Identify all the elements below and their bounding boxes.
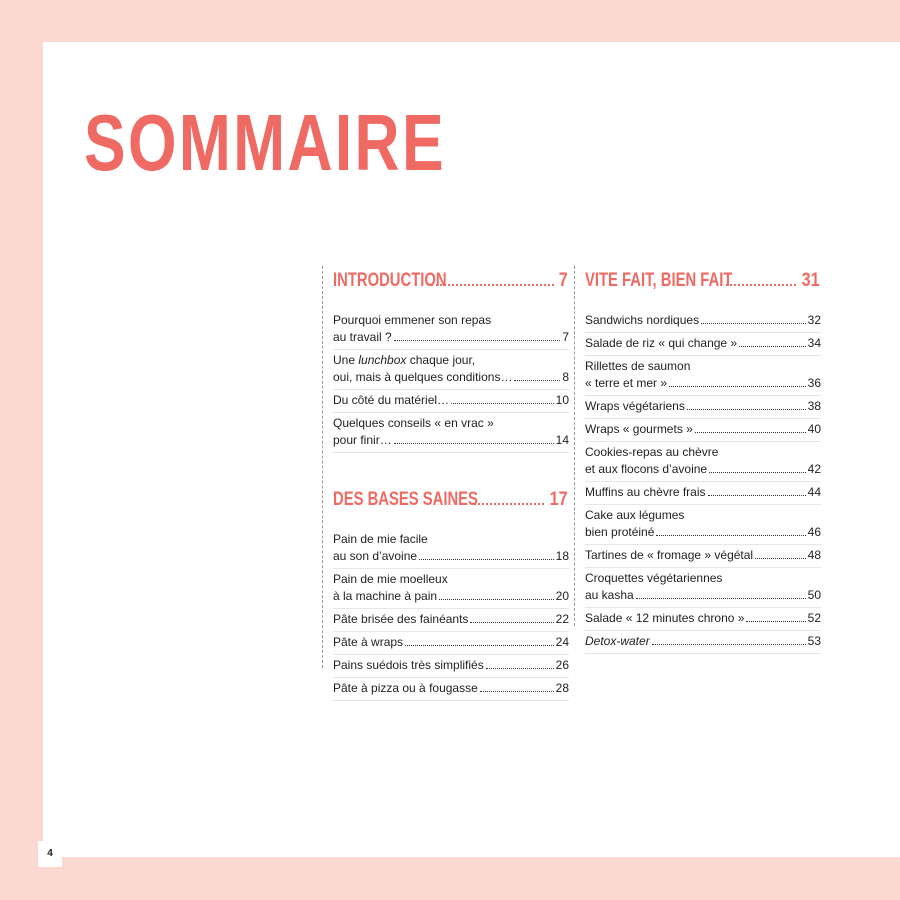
toc-entry-page: 52 (807, 611, 821, 625)
toc-entry-page: 26 (555, 658, 569, 672)
toc-entry-title: bien protéiné (585, 525, 655, 539)
toc-entry-title: Sandwichs nordiques (585, 313, 700, 327)
toc-entry-title: au son d’avoine (333, 549, 418, 563)
leader-dots (636, 598, 806, 599)
leader-dots (486, 668, 554, 669)
toc-entry-title: Pains suédois très simplifiés (333, 658, 484, 672)
toc-entry-page: 50 (807, 588, 821, 602)
toc-entry-title: pour finir… (333, 433, 392, 447)
heading-leader-dots (726, 284, 796, 286)
toc-entry[interactable] (333, 632, 569, 655)
section-heading (333, 487, 569, 513)
section-heading (333, 268, 569, 294)
leader-dots (394, 340, 561, 341)
toc-entry-page: 32 (807, 313, 821, 327)
toc-entry[interactable] (333, 655, 569, 678)
toc-entry[interactable] (333, 529, 569, 569)
toc-entry[interactable] (585, 505, 821, 545)
toc-entry-title: au kasha (585, 588, 634, 602)
toc-entry-title: Du côté du matériel… (333, 393, 450, 407)
leader-dots (652, 644, 806, 645)
toc-entry-final-line (585, 398, 821, 415)
toc-entry-page: 48 (807, 548, 821, 562)
leader-dots (709, 472, 806, 473)
leader-dots (514, 380, 560, 381)
toc-entry-page: 7 (562, 330, 569, 344)
toc-entry-title: Wraps « gourmets » (585, 422, 693, 436)
toc-entry-page: 14 (555, 433, 569, 447)
leader-dots (746, 621, 805, 622)
leader-dots (669, 386, 806, 387)
toc-entry-page: 10 (555, 393, 569, 407)
toc-entry[interactable] (333, 413, 569, 453)
toc-entry-title: à la machine à pain (333, 589, 438, 603)
toc-entry-final-line (333, 611, 569, 628)
toc-section-vite-fait (585, 268, 821, 654)
toc-entry-title: et aux flocons d’avoine (585, 462, 708, 476)
leader-dots (480, 691, 554, 692)
toc-entry-final-line (333, 329, 569, 346)
section-heading (585, 268, 821, 294)
toc-entry-title: « terre et mer » (585, 376, 668, 390)
toc-entry-title: Salade de riz « qui change » (585, 336, 738, 350)
toc-entry-title: oui, mais à quelques conditions… (333, 370, 513, 384)
section-heading-page: 17 (549, 489, 568, 510)
toc-entry-line: Pourquoi emmener son repas (333, 313, 492, 327)
section-heading-page: 31 (801, 270, 820, 291)
toc-entry-page: 38 (807, 399, 821, 413)
leader-dots (405, 645, 554, 646)
leader-dots (470, 622, 553, 623)
toc-entry-final-line (333, 432, 569, 449)
toc-entry-line: Pain de mie moelleux (333, 572, 448, 586)
toc-entry-final-line (585, 375, 821, 392)
toc-entry-title: Tartines de « fromage » végétal (585, 548, 754, 562)
section-heading-label: INTRODUCTION (333, 270, 447, 291)
toc-entry-final-line (333, 680, 569, 697)
toc-entry-title: Wraps végétariens (585, 399, 685, 413)
toc-entry-final-line (333, 657, 569, 674)
heading-leader-dots (471, 503, 544, 505)
leader-dots (739, 346, 806, 347)
toc-entry-final-line (585, 547, 821, 564)
toc-entry[interactable] (585, 419, 821, 442)
toc-entry-title: Pâte brisée des fainéants (333, 612, 469, 626)
toc-entry-line: Cake aux légumes (585, 508, 685, 522)
toc-entry-page: 18 (555, 549, 569, 563)
toc-entry[interactable] (585, 545, 821, 568)
toc-entry-final-line (333, 588, 569, 605)
toc-entry-final-line (333, 392, 569, 409)
toc-entry-final-line (333, 369, 569, 386)
toc-entry-page: 24 (555, 635, 569, 649)
toc-entry-page: 28 (555, 681, 569, 695)
toc-entry-final-line (585, 484, 821, 501)
toc-entry[interactable] (585, 568, 821, 608)
toc-entry-final-line (585, 335, 821, 352)
toc-entry-final-line (585, 421, 821, 438)
toc-entry-page: 44 (807, 485, 821, 499)
toc-section-introduction (333, 268, 569, 453)
leader-dots (451, 403, 554, 404)
toc-entry[interactable] (333, 390, 569, 413)
toc-column-left (322, 266, 569, 695)
leader-dots (755, 558, 806, 559)
toc-entry[interactable] (585, 631, 821, 654)
toc-entry-final-line (585, 461, 821, 478)
toc-entry-page: 53 (807, 634, 821, 648)
toc-column-right (574, 266, 821, 648)
leader-dots (708, 495, 806, 496)
toc-entry-final-line (585, 610, 821, 627)
section-heading-label: DES BASES SAINES (333, 489, 478, 510)
toc-entry-final-line (585, 524, 821, 541)
toc-entry-page: 36 (807, 376, 821, 390)
leader-dots (687, 409, 806, 410)
toc-entry-final-line (333, 634, 569, 651)
section-heading-page: 7 (559, 270, 569, 291)
section-heading-label: VITE FAIT, BIEN FAIT (585, 270, 733, 291)
leader-dots (439, 599, 554, 600)
toc-entry[interactable] (585, 608, 821, 631)
toc-entry-final-line (585, 633, 821, 650)
toc-entry[interactable] (333, 310, 569, 350)
toc-entry-final-line (585, 587, 821, 604)
toc-entry-page: 46 (807, 525, 821, 539)
toc-entry-list (333, 310, 569, 453)
toc-entry[interactable] (585, 442, 821, 482)
toc-entry-title: Detox-water (585, 634, 650, 648)
toc-entry[interactable] (585, 356, 821, 396)
toc-entry-line: Pain de mie facile (333, 532, 428, 546)
toc-entry-page: 42 (807, 462, 821, 476)
leader-dots (701, 323, 806, 324)
toc-entry[interactable] (333, 569, 569, 609)
toc-entry[interactable] (585, 310, 821, 333)
toc-entry[interactable] (585, 396, 821, 419)
toc-entry-title: Pâte à pizza ou à fougasse (333, 681, 478, 695)
toc-entry-title: Salade « 12 minutes chrono » (585, 611, 745, 625)
toc-entry[interactable] (585, 482, 821, 505)
toc-entry-line: Une lunchbox chaque jour, (333, 353, 476, 367)
toc-entry-final-line (333, 548, 569, 565)
toc-entry-title: au travail ? (333, 330, 392, 344)
toc-section-bases (333, 487, 569, 701)
toc-entry-page: 34 (807, 336, 821, 350)
page-number: 4 (38, 841, 62, 867)
toc-entry-page: 8 (562, 370, 569, 384)
toc-entry[interactable] (333, 678, 569, 701)
toc-entry-title: Pâte à wraps (333, 635, 404, 649)
page-title: SOMMAIRE (84, 98, 446, 187)
toc-entry-list (333, 529, 569, 701)
toc-entry-line: Quelques conseils « en vrac » (333, 416, 494, 430)
toc-entry-line: Cookies-repas au chèvre (585, 445, 719, 459)
toc-entry-page: 22 (555, 612, 569, 626)
toc-entry-list (585, 310, 821, 654)
toc-entry-final-line (585, 312, 821, 329)
heading-leader-dots (431, 284, 555, 286)
leader-dots (695, 432, 806, 433)
toc-entry[interactable] (333, 350, 569, 390)
toc-entry[interactable] (585, 333, 821, 356)
toc-entry-page: 40 (807, 422, 821, 436)
leader-dots (656, 535, 805, 536)
leader-dots (419, 559, 554, 560)
toc-entry-page: 20 (555, 589, 569, 603)
toc-entry[interactable] (333, 609, 569, 632)
toc-entry-line: Rillettes de saumon (585, 359, 691, 373)
toc-entry-line: Croquettes végétariennes (585, 571, 723, 585)
toc-entry-title: Muffins au chèvre frais (585, 485, 706, 499)
leader-dots (394, 443, 554, 444)
